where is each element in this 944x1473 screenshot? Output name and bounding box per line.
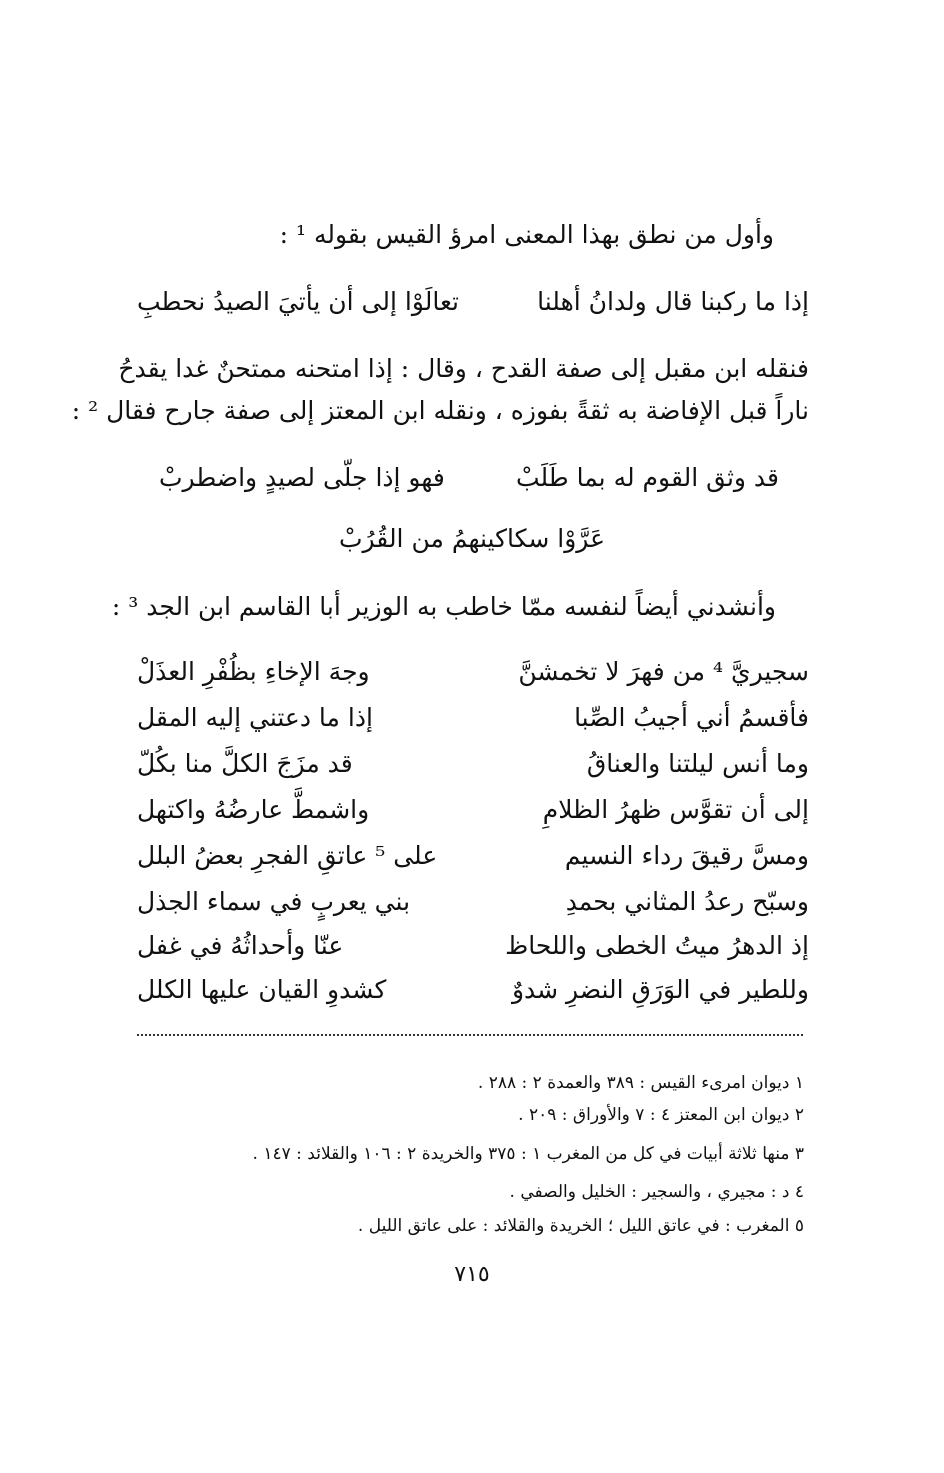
verse-1 [137,282,809,322]
poem-second-hemistich: وجهَ الإخاءِ بظُفْرِ العذَلْ [137,657,370,686]
poem-second-hemistich: عنّا وأحداثُهُ في غفل [137,931,344,960]
intro-line-1: وأول من نطق بهذا المعنى امرؤ القيس بقوله ¹ : [279,220,774,249]
verse-2-ending: عَرَّوْا سكاكينهمُ من القُرُبْ [338,524,606,553]
footnote: ٣ منها ثلاثة أبيات في كل من المغرب ١ : ٣٧٥ والخريدة ٢ : ١٠٦ والقلائد : ١٤٧ . [252,1144,804,1164]
poem-first-hemistich: إلى أن تقوَّس ظهرُ الظلامِ [542,795,809,824]
poem-first-hemistich: وما أنس ليلتنا والعناقُ [586,749,809,778]
poem-verse [137,970,809,1010]
footnote-divider [137,1034,803,1036]
verse-1-first-hemistich: إذا ما ركبنا قال ولدانُ أهلنا [537,287,809,316]
poem-verse [137,790,809,830]
page-number: ٧١٥ [454,1262,490,1287]
poem-second-hemistich: على ⁵ عاتقِ الفجرِ بعضُ البلل [137,841,438,870]
intro-line-3: وأنشدني أيضاً لنفسه ممّا خاطب به الوزير أبا القاسم ابن الجد ³ : [111,592,776,621]
poem-second-hemistich: بني يعربٍ في سماء الجذل [137,887,411,916]
poem-first-hemistich: ومسَّ رقيقَ رداء النسيم [564,841,809,870]
paragraph-2-line-2: ناراً قبل الإفاضة به ثقةً بفوزه ، ونقله ابن المعتز إلى صفة جارح فقال ² : [71,396,809,425]
poem-first-hemistich: سجيريَّ ⁴ من فهرَ لا تخمشنَّ [518,657,809,686]
verse-2-second-hemistich: فهو إذا جلّى لصيدٍ واضطربْ [159,463,445,492]
poem-verse [137,744,809,784]
poem-first-hemistich: إذ الدهرُ ميتُ الخطى واللحاظ [505,931,809,960]
poem-second-hemistich: واشمطَّ عارضُهُ واكتهل [137,795,370,824]
poem-verse [137,926,809,966]
poem-second-hemistich: قد مزَجَ الكلَّ منا بكُلّ [137,749,353,778]
footnote: ٤ د : مجيري ، والسجير : الخليل والصفي . [509,1182,804,1202]
poem-first-hemistich: وللطير في الوَرَقِ النضرِ شدوٌ [511,975,809,1004]
footnote: ١ ديوان امرىء القيس : ٣٨٩ والعمدة ٢ : ٢٨٨ . [477,1073,804,1093]
poem-verse [137,882,809,922]
poem-verse [137,652,809,692]
poem-second-hemistich: كشدوِ القيان عليها الكلل [137,975,387,1004]
verse-2 [159,458,779,498]
footnote: ٥ المغرب : في عاتق الليل ؛ الخريدة والقلائد : على عاتق الليل . [357,1216,804,1236]
poem-verse [137,698,809,738]
poem-first-hemistich: وسبّح رعدُ المثاني بحمدِ [565,887,809,916]
poem-verse [137,836,809,876]
verse-1-second-hemistich: تعالَوْا إلى أن يأتيَ الصيدُ نحطبِ [137,287,459,316]
footnote: ٢ ديوان ابن المعتز ٤ : ٧ والأوراق : ٢٠٩ . [518,1105,804,1125]
poem-first-hemistich: فأقسمُ أني أجيبُ الصِّبا [574,703,809,732]
poem-second-hemistich: إذا ما دعتني إليه المقل [137,703,373,732]
verse-2-first-hemistich: قد وثق القوم له بما طَلَبْ [515,463,779,492]
paragraph-2-line-1: فنقله ابن مقبل إلى صفة القدح ، وقال : إذا امتحنه ممتحنٌ غدا يقدحُ [118,354,809,383]
